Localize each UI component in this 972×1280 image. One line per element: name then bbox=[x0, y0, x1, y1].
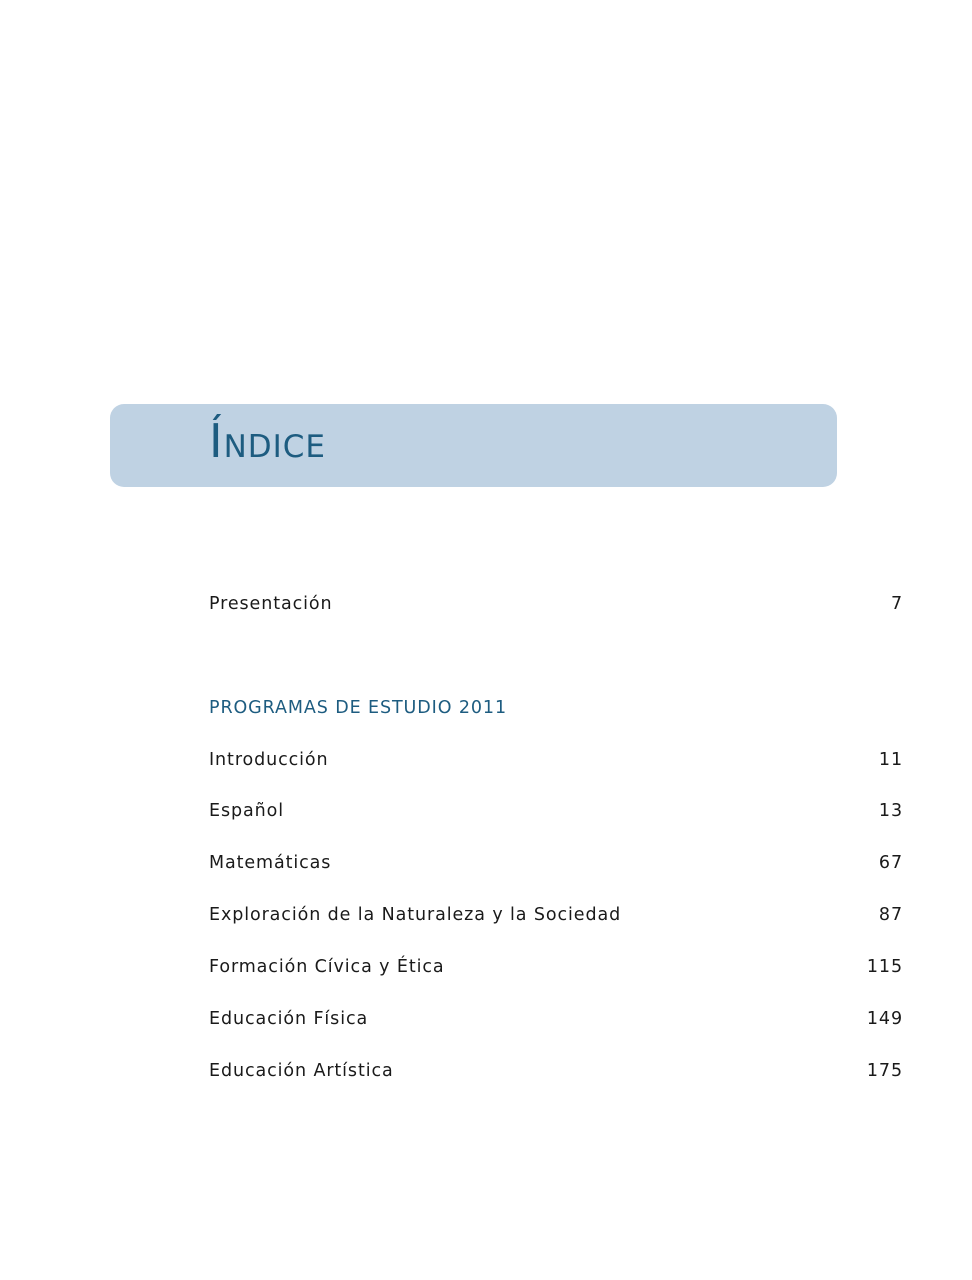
toc-entry-exploracion[interactable] bbox=[209, 903, 903, 927]
page-title-rest: NDICE bbox=[223, 429, 327, 465]
toc-entry-label: Educación Artística bbox=[209, 1061, 394, 1081]
toc-entry-label: Matemáticas bbox=[209, 853, 332, 873]
toc-entry-label: Formación Cívica y Ética bbox=[209, 957, 445, 977]
toc-entry-educacion-artistica[interactable] bbox=[209, 1059, 903, 1083]
toc-entry-educacion-fisica[interactable] bbox=[209, 1007, 903, 1031]
toc-entry-label: Educación Física bbox=[209, 1009, 369, 1029]
toc-entry-matematicas[interactable] bbox=[209, 851, 903, 875]
toc-entry-label: Introducción bbox=[209, 750, 329, 770]
toc-entry-page: 13 bbox=[878, 801, 903, 821]
toc-entry-page: 67 bbox=[878, 853, 903, 873]
toc-entry-espanol[interactable] bbox=[209, 799, 903, 823]
toc-entry-page: 149 bbox=[866, 1009, 903, 1029]
toc-entry-page: 7 bbox=[890, 594, 903, 614]
toc-entry-page: 87 bbox=[878, 905, 903, 925]
section-heading-programas: PROGRAMAS DE ESTUDIO 2011 bbox=[209, 698, 507, 718]
toc-entry-page: 115 bbox=[866, 957, 903, 977]
toc-entry-label: Español bbox=[209, 801, 284, 821]
toc-entry-introduccion[interactable] bbox=[209, 748, 903, 772]
toc-entry-presentacion[interactable] bbox=[209, 592, 903, 616]
toc-entry-formacion-civica[interactable] bbox=[209, 955, 903, 979]
page-title bbox=[209, 414, 327, 468]
toc-entry-label: Presentación bbox=[209, 594, 333, 614]
index-title-banner bbox=[110, 404, 837, 487]
toc-entry-page: 175 bbox=[866, 1061, 903, 1081]
page-title-initial: Í bbox=[209, 414, 224, 468]
toc-entry-page: 11 bbox=[878, 750, 903, 770]
toc-entry-label: Exploración de la Naturaleza y la Sociedad bbox=[209, 905, 622, 925]
